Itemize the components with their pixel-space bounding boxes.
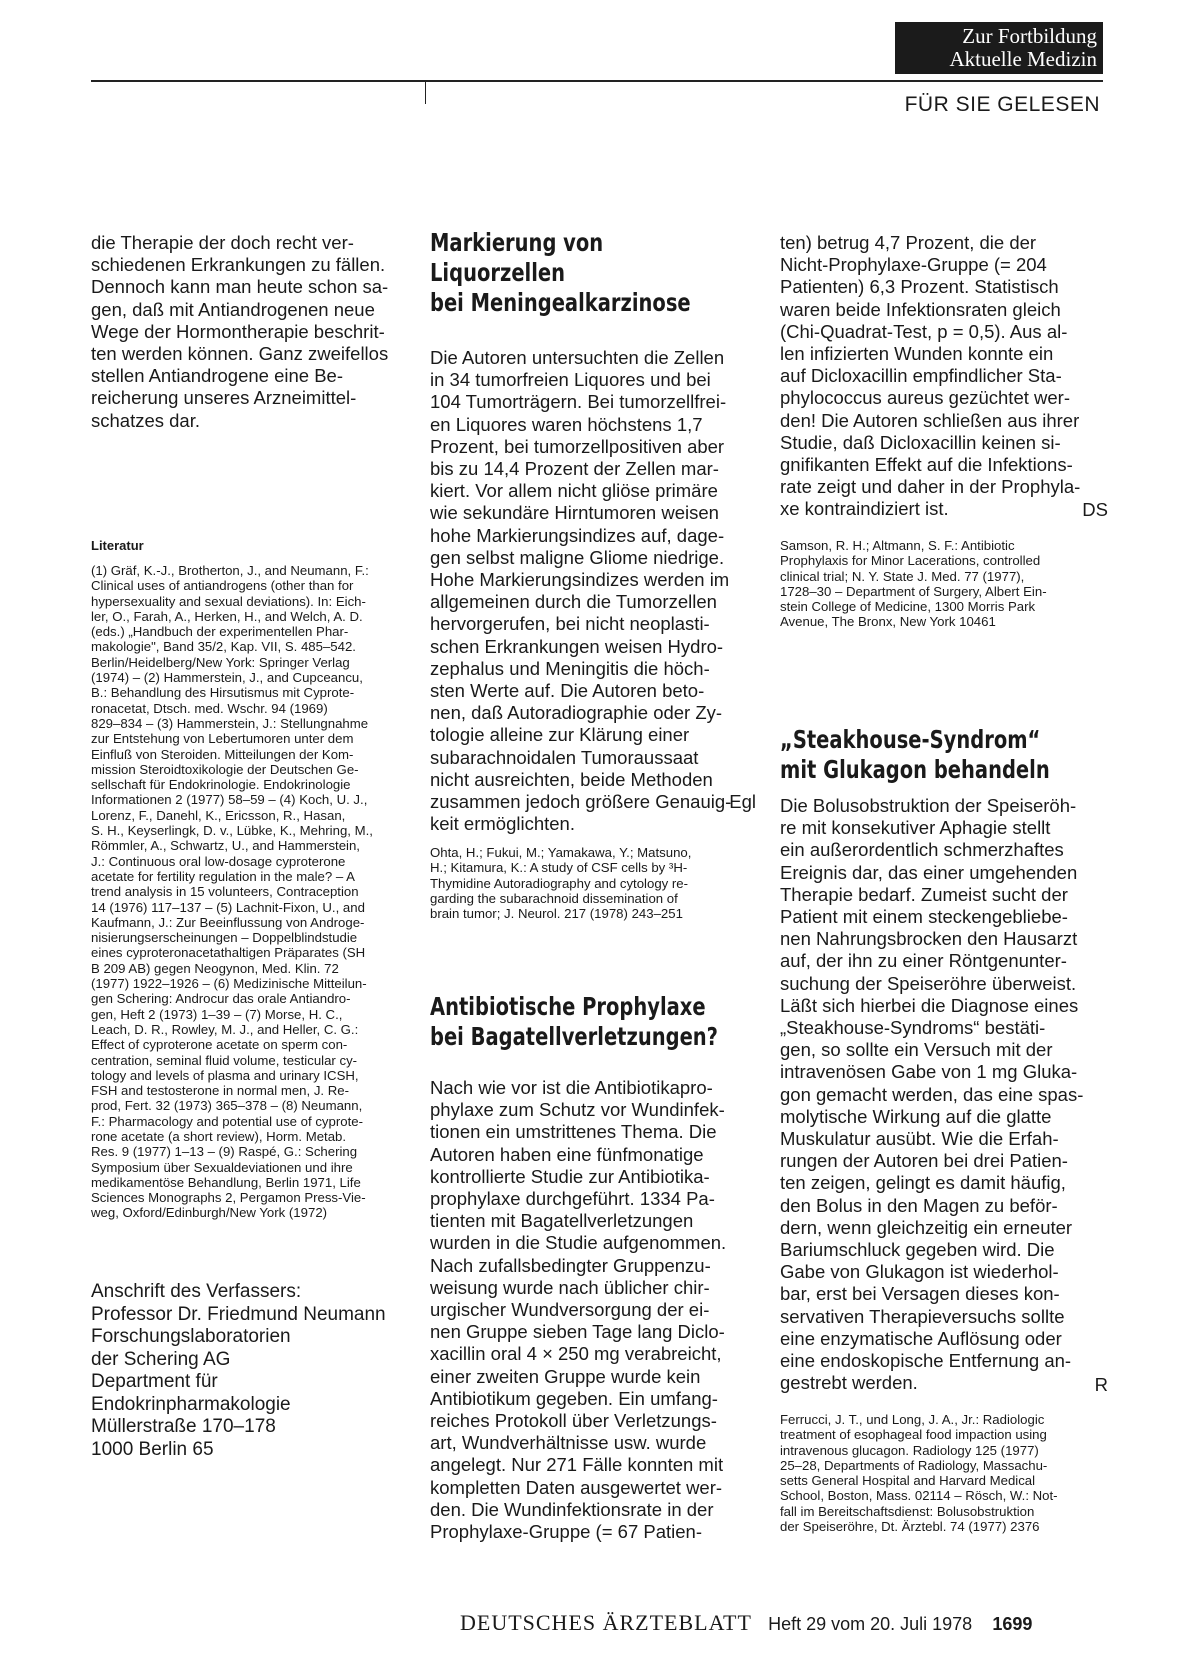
text-line: gen Schering: Androcur das orale Antiandro- (91, 991, 351, 1007)
text-line: (1974) – (2) Hammerstein, J., and Cupceancu, (91, 670, 363, 686)
text-line: ein außerordentlich schmerzhaftes (780, 839, 1064, 861)
text-line: centration, seminal fluid volume, testicular cy- (91, 1052, 358, 1068)
literature-label: Literatur (91, 538, 144, 553)
text-line: Nach zufallsbedingter Gruppenzu- (430, 1254, 711, 1276)
text-line: eines cyproteronacetathaltigen Präparates (SH (91, 945, 366, 961)
text-line: Department für (91, 1371, 218, 1392)
text-line: Römmler, A., Schwartz, U., and Hammerstein, (91, 838, 360, 854)
text-line: 104 Tumorträgern. Bei tumorzellfrei- (430, 391, 727, 413)
text-line: 1728–30 – Department of Surgery, Albert Ein- (780, 583, 1047, 599)
text-line: treatment of esophageal food impaction using (780, 1427, 1047, 1443)
text-line: den. Die Wundinfektionsrate in der (430, 1498, 714, 1520)
text-line: rone acetate (a short review), Horm. Metab. (91, 1128, 347, 1144)
article1-reference (430, 845, 756, 921)
page-footer (460, 1610, 1032, 1636)
text-line: Antibiotische Prophylaxe (430, 992, 706, 1021)
text-line: Ferrucci, J. T., und Long, J. A., Jr.: Radiologic (780, 1412, 1045, 1427)
text-line: hohe Markierungsindizes auf, dage- (430, 524, 725, 546)
text-line: Therapie bedarf. Zumeist sucht der (780, 883, 1068, 905)
text-line: 14 (1976) 117–137 – (5) Lachnit-Fixon, U., and (91, 899, 365, 915)
text-line: nicht ausreichten, beide Methoden (430, 768, 713, 790)
text-line: bis zu 14,4 Prozent der Zellen mar- (430, 458, 719, 480)
text-line: angelegt. Nur 271 Fälle konnten mit (430, 1454, 724, 1476)
header-box-line2: Aktuelle Medizin (949, 47, 1097, 71)
text-line: eine enzymatische Auflösung oder (780, 1327, 1062, 1349)
text-line: Muskulatur ausübt. Wie die Erfah- (780, 1128, 1059, 1150)
text-line: Prophylaxis for Minor Lacerations, controlled (780, 553, 1041, 569)
text-line: J.: Continuous oral low-dosage cyproterone (91, 853, 346, 869)
text-line: Sciences Monographs 2, Pergamon Press-Vie- (91, 1190, 366, 1206)
text-line: clinical trial; N. Y. State J. Med. 77 (1977), (780, 568, 1025, 584)
text-line: Professor Dr. Friedmund Neumann (91, 1303, 386, 1325)
text-line: Nach wie vor ist die Antibiotikapro- (430, 1077, 713, 1098)
text-line: sellschaft für Endokrinologie. Endokrinologie (91, 777, 351, 793)
text-line: Ereignis dar, das einer umgehenden (780, 861, 1078, 883)
text-line: Die Autoren untersuchten die Zellen (430, 347, 725, 368)
text-line: School, Boston, Mass. 02114 – Rösch, W.: Not- (780, 1488, 1058, 1504)
text-line: schatzes dar. (91, 409, 201, 431)
text-line: den! Die Autoren schließen aus ihrer (780, 409, 1080, 431)
text-line: gestrebt werden. (780, 1372, 918, 1394)
text-line: Müllerstraße 170–178 (91, 1416, 276, 1437)
text-line: Liquorzellen (430, 258, 566, 287)
text-line: phylaxe zum Schutz vor Wundinfek- (430, 1099, 725, 1121)
text-line: Patienten) 6,3 Prozent. Statistisch (780, 276, 1059, 298)
text-line: Studie, daß Dicloxacillin keinen si- (780, 431, 1061, 453)
text-line: re mit konsekutiver Aphagie stellt (780, 817, 1051, 839)
text-line: weg, Oxford/Edinburgh/New York (1972) (91, 1205, 328, 1221)
column-divider-rule (425, 82, 426, 104)
text-line: gen, so sollte ein Versuch mit der (780, 1039, 1053, 1061)
text-line: tology and levels of plasma and urinary ICSH, (91, 1067, 359, 1083)
text-line: xacillin oral 4 × 250 mg verabreicht, (430, 1343, 722, 1365)
text-line: Lorenz, F., Danehl, K., Ericsson, R., Hasan, (91, 807, 346, 823)
text-line: hervorgerufen, bei nicht neoplasti- (430, 613, 710, 635)
text-line: FSH and testosterone in normal men, J. Re- (91, 1083, 349, 1099)
text-line: Gabe von Glukagon ist wiederhol- (780, 1261, 1059, 1283)
text-line: kompletten Daten ausgewertet wer- (430, 1476, 723, 1498)
text-line: trend analysis in 15 volunteers, Contraception (91, 884, 359, 900)
text-line: Endokrinpharmakologie (91, 1393, 291, 1415)
text-line: Ohta, H.; Fukui, M.; Yamakawa, Y.; Matsuno, (430, 845, 692, 860)
text-line: allgemeinen durch die Tumorzellen (430, 591, 717, 613)
text-line: „Steakhouse-Syndroms“ bestäti- (780, 1017, 1046, 1039)
article3-body (780, 795, 1108, 1394)
text-line: acetate for fertility regulation in the male? – A (91, 868, 355, 884)
text-line: auf Dicloxacillin empfindlicher Sta- (780, 365, 1062, 387)
text-line: wie sekundäre Hirntumoren weisen (430, 502, 719, 524)
text-line: (1977) 1922–1926 – (6) Medizinische Mitteilun- (91, 976, 367, 992)
text-line: gnifikanten Effekt auf die Infektions- (780, 454, 1073, 476)
text-line: schiedenen Erkrankungen zu fällen. (91, 254, 386, 276)
text-line: nen Gruppe sieben Tage lang Diclo- (430, 1321, 725, 1343)
text-line: Nicht-Prophylaxe-Gruppe (= 204 (780, 254, 1047, 276)
text-line: stellen Antiandrogene eine Be- (91, 365, 343, 387)
text-line: molytische Wirkung auf die glatte (780, 1105, 1052, 1127)
article2-body-continued (780, 232, 1108, 521)
text-line: dern, wenn gleichzeitig ein erneuter (780, 1216, 1073, 1238)
text-line: gon gemacht werden, das eine spas- (780, 1083, 1084, 1105)
text-line: eine endoskopische Entfernung an- (780, 1350, 1072, 1372)
article1-heading (430, 228, 758, 318)
text-line: F.: Pharmacology and potential use of cyprote- (91, 1113, 363, 1129)
text-line: weisung wurde nach üblicher chir- (430, 1276, 710, 1298)
text-line: nen Nahrungsbrocken den Hausarzt (780, 928, 1078, 950)
text-line: Forschungslaboratorien (91, 1326, 291, 1347)
header-rule (91, 80, 1103, 82)
text-line: Informationen 2 (1977) 58–59 – (4) Koch, U. J., (91, 792, 368, 808)
author-address (91, 1281, 421, 1461)
text-line: Kaufmann, J.: Zur Beeinflussung von Androge- (91, 914, 365, 930)
text-line: „Steakhouse-Syndrom“ (780, 725, 1041, 754)
text-line: intravenous glucagon. Radiology 125 (1977) (780, 1442, 1039, 1458)
text-line: Die Bolusobstruktion der Speiseröh- (780, 795, 1077, 816)
text-line: Clinical uses of antiandrogens (other than for (91, 578, 354, 594)
col1-body-text (91, 232, 421, 432)
text-line: (Chi-Quadrat-Test, p = 0,5). Aus al- (780, 320, 1068, 342)
text-line: den Bolus in den Magen zu beför- (780, 1194, 1058, 1216)
article3-reference (780, 1412, 1108, 1534)
text-line: einer zweiten Gruppe wurde kein (430, 1365, 701, 1387)
text-line: Wege der Hormontherapie beschrit- (91, 320, 385, 342)
text-line: (1) Gräf, K.-J., Brotherton, J., and Neumann, F.: (91, 563, 369, 578)
article1-signature: Egl (729, 791, 756, 812)
text-line: S. H., Keyserlingk, D. v., Lübke, K., Mehring, M., (91, 823, 373, 839)
text-line: hypersexuality and sexual deviations). In: Eich- (91, 593, 366, 609)
text-line: zusammen jedoch größere Genauig- (430, 791, 732, 813)
text-line: mit Glukagon behandeln (780, 755, 1050, 784)
text-line: B.: Behandlung des Hirsutismus mit Cyprote- (91, 685, 355, 701)
text-line: setts General Hospital and Harvard Medical (780, 1473, 1036, 1489)
text-line: Autoren haben eine fünfmonatige (430, 1143, 704, 1165)
text-line: die Therapie der doch recht ver- (91, 232, 354, 253)
page-number: 1699 (992, 1614, 1033, 1634)
text-line: tienten mit Bagatellverletzungen (430, 1210, 694, 1232)
text-line: Anschrift des Verfassers: (91, 1281, 302, 1302)
text-line: rungen der Autoren bei drei Patien- (780, 1150, 1068, 1172)
text-line: tologie alleine zur Klärung einer (430, 724, 690, 746)
text-line: stein College of Medicine, 1300 Morris Park (780, 599, 1036, 615)
text-line: Läßt sich hierbei die Diagnose eines (780, 994, 1079, 1016)
text-line: prophylaxe durchgeführt. 1334 Pa- (430, 1188, 715, 1210)
text-line: Berlin/Heidelberg/New York: Springer Verlag (91, 654, 350, 670)
section-label: FÜR SIE GELESEN (904, 93, 1100, 116)
text-line: Thymidine Autoradiography and cytology re- (430, 875, 689, 891)
text-line: mission Steroidtoxikologie der Deutschen Ge- (91, 761, 359, 777)
article3-heading (780, 725, 1108, 785)
text-line: auf, der ihn zu einer Röntgenunter- (780, 950, 1067, 972)
journal-name: DEUTSCHES ÄRZTEBLATT (460, 1610, 752, 1635)
literature-list (91, 563, 421, 1221)
article2-heading (430, 992, 758, 1052)
text-line: (eds.) „Handbuch der experimentellen Phar- (91, 624, 349, 640)
text-line: gen selbst maligne Gliome niedrige. (430, 546, 725, 568)
text-line: zur Entstehung von Lebertumoren unter dem (91, 731, 354, 747)
article2-signature: DS (1082, 499, 1108, 520)
text-line: brain tumor; J. Neurol. 217 (1978) 243–251 (430, 906, 683, 922)
header-box-line1: Zur Fortbildung (962, 24, 1097, 48)
text-line: in 34 tumorfreien Liquores und bei (430, 369, 711, 391)
text-line: makologie", Band 35/2, Kap. VII, S. 485–542. (91, 639, 356, 655)
text-line: der Speiseröhre, Dt. Ärztebl. 74 (1977) 2376 (780, 1519, 1040, 1535)
article2-reference (780, 538, 1108, 630)
text-line: ten werden können. Ganz zweifellos (91, 343, 389, 365)
text-line: kontrollierte Studie zur Antibiotika- (430, 1165, 710, 1187)
text-line: Antibiotikum gegeben. Ein umfang- (430, 1387, 718, 1409)
text-line: wurden in die Studie aufgenommen. (430, 1232, 727, 1254)
text-line: urgischer Wundversorgung der ei- (430, 1299, 710, 1321)
text-line: Samson, R. H.; Altmann, S. F.: Antibiotic (780, 538, 1015, 553)
text-line: waren beide Infektionsraten gleich (780, 298, 1061, 320)
text-line: ler, O., Farah, A., Herken, H., and Welch, A. D. (91, 608, 363, 624)
text-line: Symposium über Sexualdeviationen und ihre (91, 1159, 353, 1175)
article2-body (430, 1077, 756, 1543)
text-line: H.; Kitamura, K.: A study of CSF cells by ³H- (430, 860, 688, 876)
text-line: 829–834 – (3) Hammerstein, J.: Stellungnahme (91, 715, 369, 731)
text-line: subarachnoidalen Tumoraussaat (430, 746, 699, 768)
text-line: keit ermöglichten. (430, 813, 575, 835)
text-line: Effect of cyproterone acetate on sperm con- (91, 1037, 348, 1053)
text-line: Leach, D. R., Rowley, M. J., and Heller, C. G.: (91, 1021, 359, 1037)
text-line: Prophylaxe-Gruppe (= 67 Patien- (430, 1521, 702, 1543)
text-line: B 209 AB) gegen Neogynon, Med. Klin. 72 (91, 960, 339, 976)
text-line: ten) betrug 4,7 Prozent, die der (780, 232, 1037, 253)
text-line: schen Erkrankungen weisen Hydro- (430, 635, 724, 657)
text-line: Einfluß von Steroiden. Mitteilungen der Kom- (91, 746, 354, 762)
text-line: intravenösen Gabe von 1 mg Gluka- (780, 1061, 1078, 1083)
text-line: len infizierten Wunden konnte ein (780, 343, 1054, 365)
text-line: zephalus und Meningitis die höch- (430, 657, 710, 679)
text-line: reicherung unseres Arzneimittel- (91, 387, 357, 409)
text-line: rate zeigt und daher in der Prophyla- (780, 476, 1081, 498)
text-line: sten Werte auf. Die Autoren beto- (430, 680, 705, 702)
text-line: gen, daß mit Antiandrogenen neue (91, 298, 375, 320)
text-line: Patient mit einem steckengebliebe- (780, 906, 1068, 928)
text-line: xe kontraindiziert ist. (780, 498, 949, 520)
text-line: phylococcus aureus gezüchtet wer- (780, 387, 1070, 409)
text-line: Hohe Markierungsindizes werden im (430, 569, 730, 591)
text-line: kiert. Vor allem nicht gliöse primäre (430, 480, 718, 502)
text-line: der Schering AG (91, 1348, 231, 1370)
text-line: reiches Protokoll über Verletzungs- (430, 1410, 717, 1432)
text-line: medikamentöse Behandlung, Berlin 1971, Life (91, 1174, 361, 1190)
text-line: suchung der Speiseröhre überweist. (780, 972, 1077, 994)
text-line: tionen ein umstrittenes Thema. Die (430, 1121, 717, 1143)
text-line: bei Meningealkarzinose (430, 288, 691, 317)
text-line: Res. 9 (1977) 1–13 – (9) Raspé, G.: Schering (91, 1144, 358, 1160)
text-line: bar, erst bei Versagen dieses kon- (780, 1283, 1060, 1305)
text-line: en Liquores waren höchstens 1,7 (430, 413, 703, 435)
article3-signature: R (1094, 1374, 1108, 1395)
article1-body (430, 347, 756, 835)
text-line: Markierung von (430, 228, 604, 257)
text-line: bei Bagatellverletzungen? (430, 1022, 718, 1051)
text-line: nisierungserscheinungen – Doppelblindstudie (91, 930, 358, 946)
text-line: garding the subarachnoid dissemination of (430, 890, 678, 906)
text-line: nen, daß Autoradiographie oder Zy- (430, 702, 723, 724)
text-line: Bariumschluck gegeben wird. Die (780, 1239, 1055, 1261)
text-line: Dennoch kann man heute schon sa- (91, 276, 389, 298)
text-line: 1000 Berlin 65 (91, 1438, 214, 1460)
text-line: servativen Therapieversuchs sollte (780, 1305, 1065, 1327)
text-line: Avenue, The Bronx, New York 10461 (780, 614, 996, 630)
text-line: gen, Heft 2 (1973) 1–39 – (7) Morse, H. C., (91, 1006, 343, 1022)
issue-info: Heft 29 vom 20. Juli 1978 (768, 1614, 973, 1634)
text-line: prod, Fert. 32 (1973) 365–378 – (8) Neumann, (91, 1098, 363, 1114)
text-line: Prozent, bei tumorzellpositiven aber (430, 435, 725, 457)
text-line: ten zeigen, gelingt es damit häufig, (780, 1172, 1066, 1194)
text-line: 25–28, Departments of Radiology, Massachu- (780, 1457, 1048, 1473)
text-line: ronacetat, Dtsch. med. Wschr. 94 (1969) (91, 700, 328, 716)
section-header-box (895, 22, 1103, 74)
text-line: fall im Bereitschaftsdienst: Bolusobstruktion (780, 1503, 1035, 1519)
text-line: art, Wundverhältnisse usw. wurde (430, 1432, 707, 1454)
